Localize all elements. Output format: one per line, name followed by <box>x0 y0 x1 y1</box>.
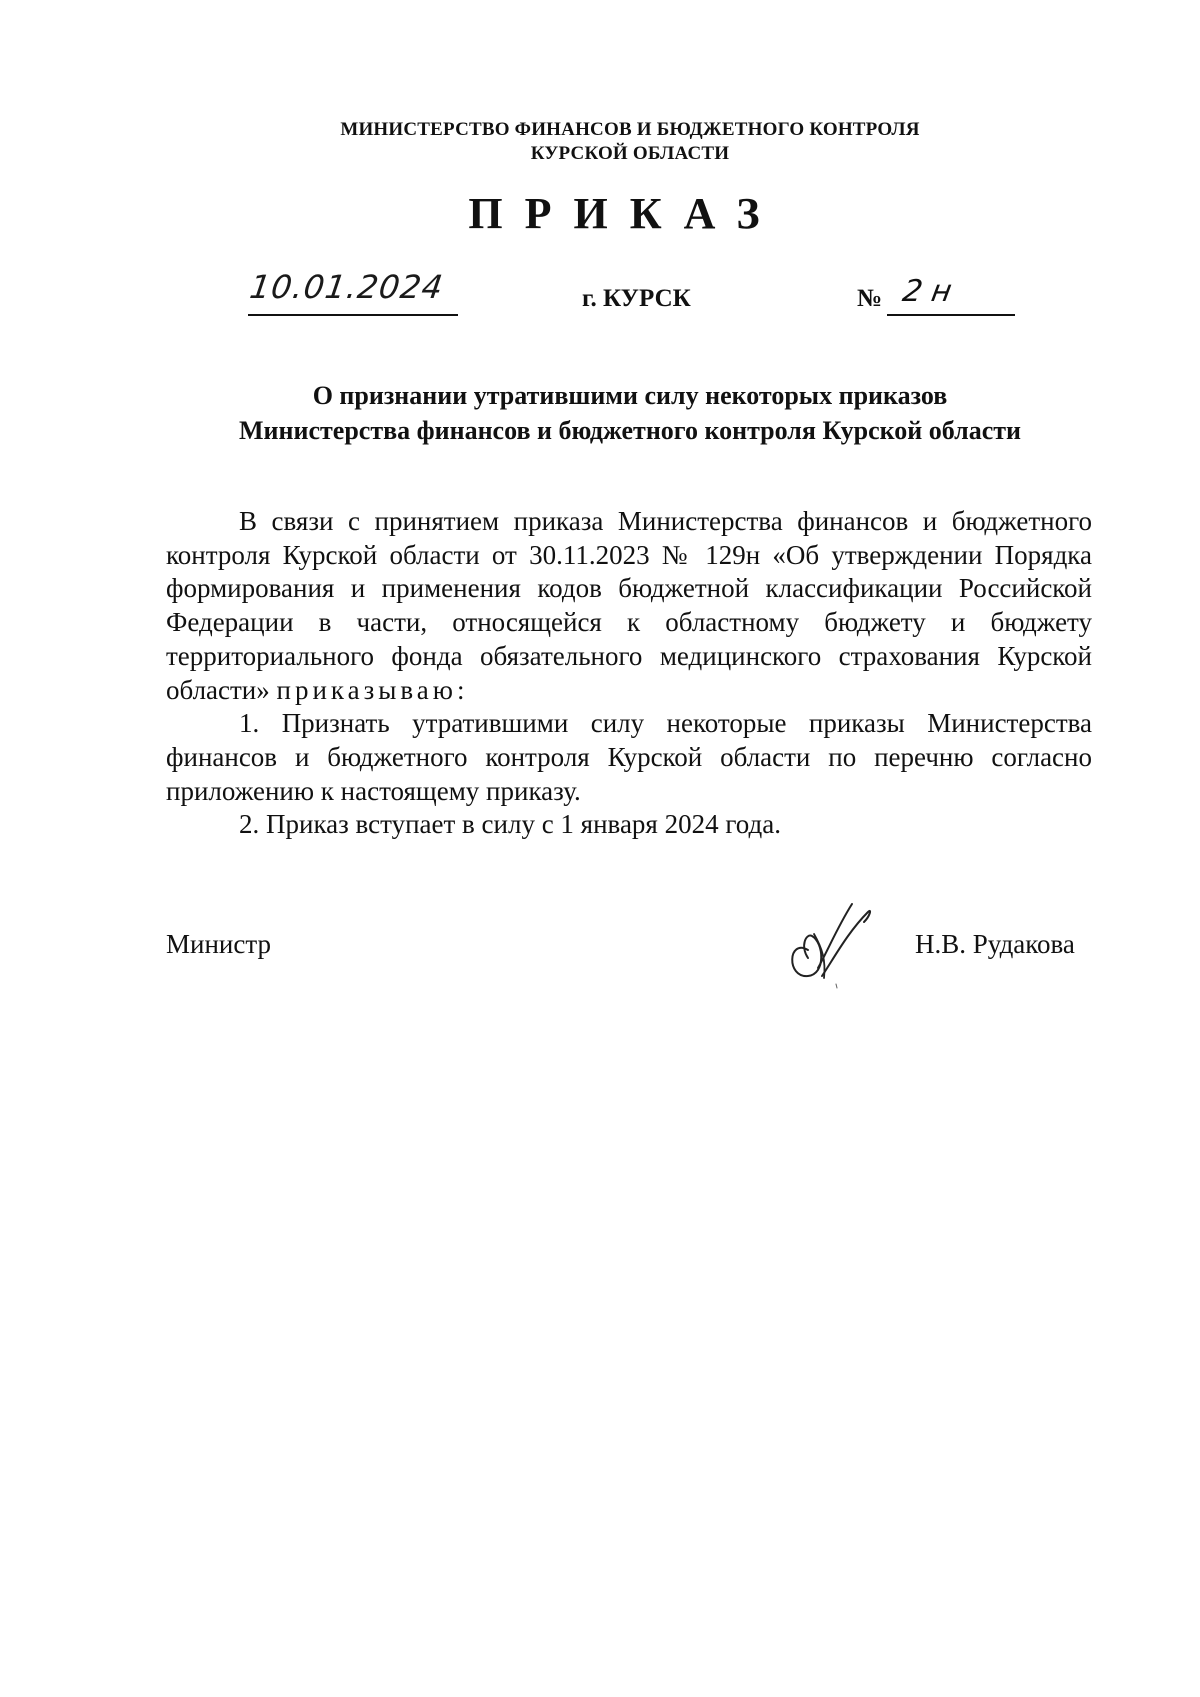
date-underline <box>248 314 458 316</box>
order-subject <box>0 378 1200 448</box>
number-sign: № <box>857 285 883 312</box>
order-date: 10.01.2024 <box>247 268 446 306</box>
item-1-paragraph: 1. Признать утратившими силу некоторые приказы Министерства финансов и бюджетного контроля Курской области по перечню согласно приложению к настоящему приказу. <box>166 708 1092 806</box>
order-number-field <box>857 274 1017 320</box>
ministry-line-2: КУРСКОЙ ОБЛАСТИ <box>530 143 730 164</box>
command-word: приказываю: <box>276 674 469 705</box>
signatory-role: Министр <box>166 929 271 959</box>
subject-line-1: О признании утратившими силу некоторых приказов <box>312 381 948 410</box>
preamble-paragraph <box>166 505 1092 707</box>
order-date-field <box>247 268 460 316</box>
item-2-paragraph: 2. Приказ вступает в силу с 1 января 2024 года. <box>239 809 781 840</box>
number-underline <box>887 314 1015 316</box>
subject-line-2: Министерства финансов и бюджетного контроля Курской области <box>238 416 1022 445</box>
ministry-line-1: МИНИСТЕРСТВО ФИНАНСОВ И БЮДЖЕТНОГО КОНТРОЛЯ <box>340 119 920 140</box>
document-type-title: ПРИКАЗ <box>468 189 782 238</box>
order-city: г. КУРСК <box>582 285 691 312</box>
order-number: 2 н <box>899 274 955 309</box>
order-body <box>166 505 1092 842</box>
signatory-name: Н.В. Рудакова <box>915 929 1075 959</box>
preamble-text: В связи с принятием приказа Министерства финансов и бюджетного контроля Курской области от 30.11.2023 № 129н «Об утверждении Порядка формирования и применения кодов бюджетной классификации Российской Федерации в части, относящейся к областному бюджету и бюджету территориального фонда обязательного медицинского страхования Курской области» <box>166 506 1092 705</box>
handwritten-signature <box>778 898 888 990</box>
ministry-header <box>0 118 1200 166</box>
